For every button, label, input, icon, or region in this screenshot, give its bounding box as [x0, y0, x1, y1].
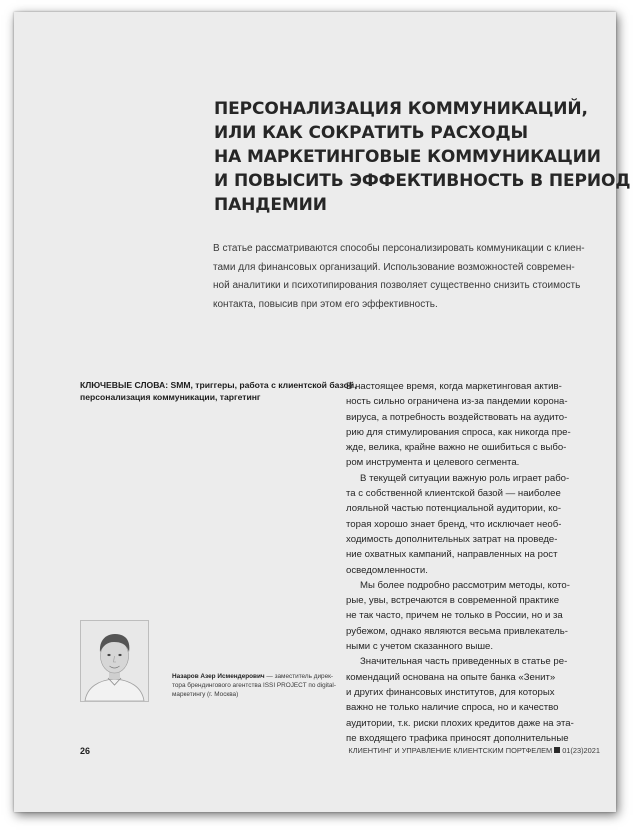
body-line: та с собственной клиентской базой — наиболее — [346, 488, 561, 500]
abstract-line: контакта, повысив при этом его эффективность. — [213, 298, 438, 310]
body-line: жде, велика, крайне важно не ошибиться с выбо- — [346, 442, 567, 454]
abstract-line: ной аналитики и психотипирования позволяет существенно снизить стоимость — [213, 280, 581, 291]
body-line: ром инструмента и целевого сегмента. — [346, 457, 520, 469]
title-line: И ПОВЫСИТЬ ЭФФЕКТИВНОСТЬ В ПЕРИОД — [214, 171, 631, 191]
keywords-block — [80, 379, 357, 403]
author-photo — [80, 620, 149, 702]
body-line: вируса, а потребность воздействовать на аудито- — [346, 411, 568, 423]
body-line: пе входящего трафика приносят дополнительные — [346, 732, 569, 744]
abstract-line: тами для финансовых организаций. Использование возможностей современ- — [213, 261, 575, 273]
title-line: ПАНДЕМИИ — [214, 195, 327, 215]
author-position: — заместитель дирек- — [264, 673, 334, 680]
article-body — [346, 379, 606, 746]
journal-footer — [344, 746, 600, 755]
body-line: важно не только наличие спроса, но и качество — [346, 702, 559, 714]
body-line: рубежом, однако являются весьма привлекатель- — [346, 625, 568, 637]
keywords-line: КЛЮЧЕВЫЕ СЛОВА: SMM, триггеры, работа с клиентской базой, — [80, 380, 357, 390]
body-line: Мы более подробно рассмотрим методы, кото- — [360, 579, 570, 591]
magazine-page — [14, 12, 631, 812]
body-line: комендаций основана на опыте банка «Зенит» — [346, 671, 556, 683]
body-line: торая хорошо знает бренд, что исключает необ- — [346, 518, 562, 530]
title-line: ПЕРСОНАЛИЗАЦИЯ КОММУНИКАЦИЙ, — [214, 99, 588, 119]
body-line: В настоящее время, когда маркетинговая актив- — [346, 381, 562, 392]
body-line: ными с учетом сказанного выше. — [346, 641, 494, 653]
square-bullet-icon — [554, 747, 560, 753]
body-line: В текущей ситуации важную роль играет рабо- — [360, 472, 570, 484]
body-line: осведомленности. — [346, 564, 428, 576]
body-line: ние охватных кампаний, направленных на рост — [346, 549, 558, 561]
body-line: лояльной частью потенциальной аудитории, ко- — [346, 503, 562, 515]
body-line: ность сильно ограничена из-за пандемии корона- — [346, 396, 568, 408]
body-line: аудитории, т.к. риски плохих кредитов даже на эта- — [346, 717, 574, 729]
title-line: ИЛИ КАК СОКРАТИТЬ РАСХОДЫ — [214, 123, 529, 143]
author-line — [172, 672, 342, 681]
issue-number: 01(23)2021 — [562, 746, 600, 755]
page-number: 26 — [80, 746, 91, 756]
title-line: НА МАРКЕТИНГОВЫЕ КОММУНИКАЦИИ — [214, 147, 601, 167]
body-line: рию для стимулирования спроса, как никогда пре- — [346, 426, 571, 438]
author-info — [172, 672, 342, 699]
body-line: ходимость дополнительных затрат на проведе- — [346, 533, 558, 545]
article-abstract — [213, 240, 593, 314]
body-line: рые, увы, встречаются в современной практике — [346, 595, 560, 607]
author-name: Назаров Азер Исмендерович — [172, 673, 265, 680]
abstract-line: В статье рассматриваются способы персонализировать коммуникации с клиен- — [213, 243, 585, 254]
author-line: тора брендингового агентства ISSI PROJECT по digital- — [172, 682, 336, 689]
article-title — [214, 97, 631, 217]
author-line: маркетингу (г. Москва) — [172, 691, 239, 698]
body-line: Значительная часть приведенных в статье ре- — [360, 656, 568, 668]
journal-name: КЛИЕНТИНГ И УПРАВЛЕНИЕ КЛИЕНТСКИМ ПОРТФЕЛЕМ — [348, 746, 553, 755]
keywords-line: персонализация коммуникации, таргетинг — [80, 392, 261, 402]
body-line: и других финансовых институтов, для которых — [346, 686, 555, 698]
author-portrait-icon — [81, 621, 148, 701]
body-line: не так часто, причем не только в России, но и за — [346, 610, 563, 622]
